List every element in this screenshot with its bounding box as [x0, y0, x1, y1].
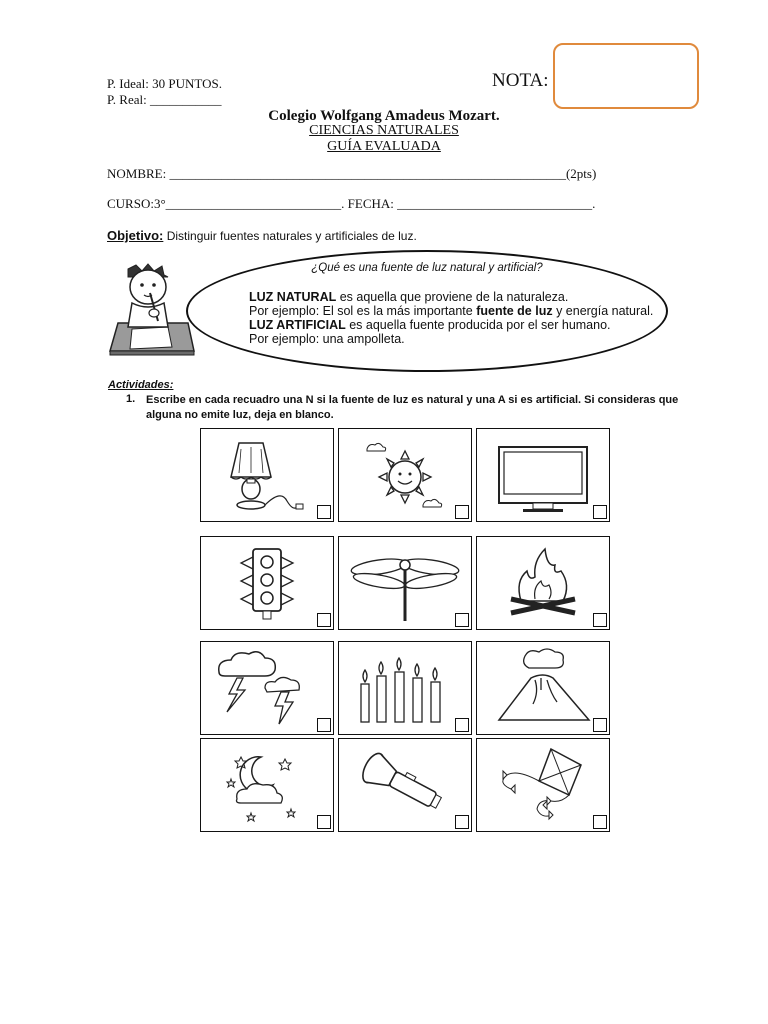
- card-candles: [338, 641, 472, 735]
- guide-title: GUÍA EVALUADA: [327, 139, 441, 154]
- instruction-text: Escribe en cada recuadro una N si la fuente de luz es natural y una A si es artificial. Si consideras que alguna no emite luz, deja en blanco.: [146, 394, 679, 421]
- kite-icon: [477, 739, 611, 833]
- definition-line-2: Por ejemplo: El sol es la más importante fuente de luz y energía natural.: [249, 304, 654, 318]
- card-tv: [476, 428, 610, 522]
- card-lamp: [200, 428, 334, 522]
- flashlight-icon: [339, 739, 473, 833]
- card-sun: [338, 428, 472, 522]
- card-dragonfly: [338, 536, 472, 630]
- nota-label: NOTA:: [492, 70, 549, 91]
- campfire-icon: [477, 537, 611, 631]
- name-field[interactable]: NOMBRE: _____________________________________________________________(2pts): [107, 166, 597, 181]
- definition-line-4: Por ejemplo: una ampolleta.: [249, 332, 405, 346]
- sun-icon: [339, 429, 473, 523]
- card-traffic-light: [200, 536, 334, 630]
- card-storm: [200, 641, 334, 735]
- answer-box[interactable]: [593, 505, 607, 519]
- card-campfire: [476, 536, 610, 630]
- candles-icon: [339, 642, 473, 736]
- grade-box[interactable]: [553, 43, 699, 109]
- answer-box[interactable]: [455, 815, 469, 829]
- storm-cloud-icon: [201, 642, 335, 736]
- school-name: Colegio Wolfgang Amadeus Mozart.: [268, 108, 500, 124]
- p-ideal: P. Ideal: 30 PUNTOS.: [107, 76, 222, 91]
- answer-box[interactable]: [455, 613, 469, 627]
- moon-stars-icon: [201, 739, 335, 833]
- card-kite: [476, 738, 610, 832]
- definition-line-3: LUZ ARTIFICIAL es aquella fuente producida por el ser humano.: [249, 318, 611, 332]
- activities-title: Actividades:: [108, 379, 174, 391]
- answer-box[interactable]: [455, 505, 469, 519]
- answer-box[interactable]: [455, 718, 469, 732]
- answer-box[interactable]: [317, 815, 331, 829]
- answer-box[interactable]: [593, 718, 607, 732]
- answer-box[interactable]: [317, 718, 331, 732]
- card-night-sky: [200, 738, 334, 832]
- card-flashlight: [338, 738, 472, 832]
- answer-box[interactable]: [593, 613, 607, 627]
- objective: [107, 228, 417, 243]
- definition-line-1: LUZ NATURAL es aquella que proviene de la naturaleza.: [249, 290, 569, 304]
- answer-box[interactable]: [317, 613, 331, 627]
- lamp-icon: [201, 429, 335, 523]
- definition-question: ¿Qué es una fuente de luz natural y artificial?: [311, 262, 543, 274]
- answer-box[interactable]: [317, 505, 331, 519]
- traffic-light-icon: [201, 537, 335, 631]
- volcano-icon: [477, 642, 611, 736]
- objective-label: Objetivo:: [107, 228, 164, 243]
- p-real: P. Real: ___________: [107, 92, 222, 107]
- card-volcano: [476, 641, 610, 735]
- objective-text: Distinguir fuentes naturales y artificiales de luz.: [166, 229, 417, 243]
- instruction-number: 1.: [126, 393, 136, 405]
- answer-box[interactable]: [593, 815, 607, 829]
- dragonfly-icon: [339, 537, 473, 631]
- student-writing-icon: [106, 263, 198, 357]
- course-date-field[interactable]: CURSO:3°___________________________. FECHA: ______________________________.: [107, 196, 596, 211]
- subject-title: CIENCIAS NATURALES: [309, 123, 459, 138]
- television-icon: [477, 429, 611, 523]
